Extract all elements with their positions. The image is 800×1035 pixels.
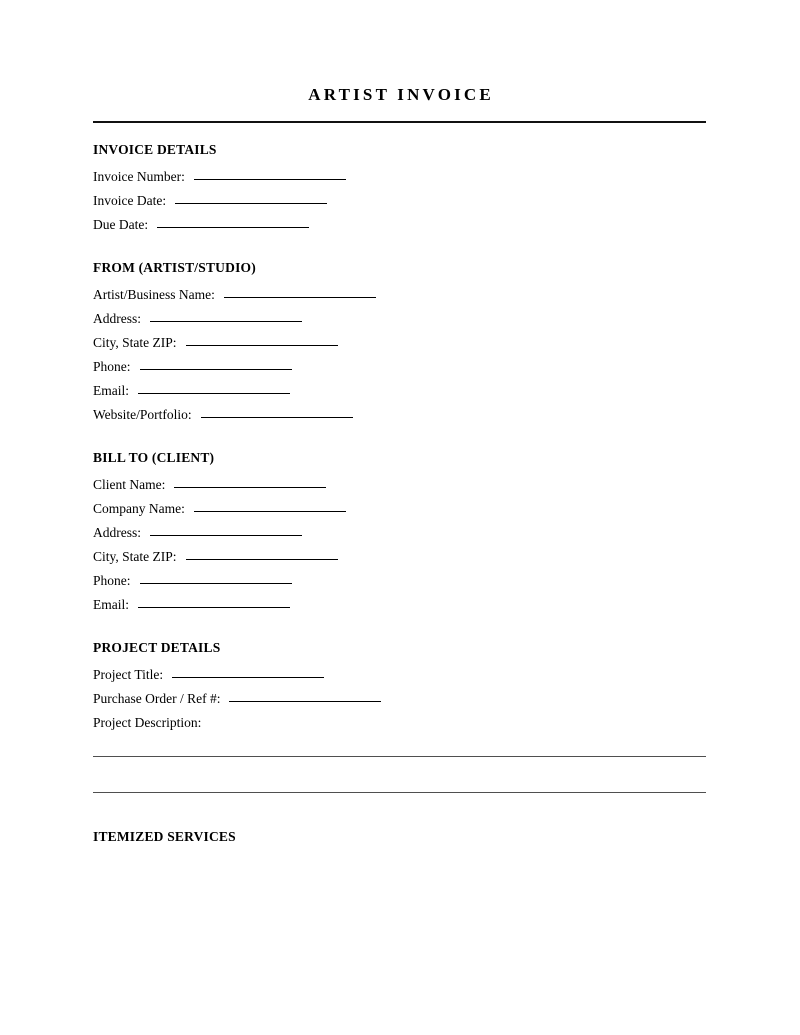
section-project-details [93, 639, 706, 793]
field-label-project-title: Project Title: [93, 667, 164, 682]
field-label-client-company-name: Company Name: [93, 501, 185, 516]
field-row-client-address[interactable] [93, 521, 706, 545]
field-row-invoice-number[interactable] [93, 165, 706, 189]
field-input-artist-business-name[interactable] [224, 297, 376, 298]
section-itemized-services [93, 828, 706, 846]
field-row-project-description [93, 711, 706, 735]
field-row-purchase-order-ref[interactable] [93, 687, 706, 711]
field-label-due-date: Due Date: [93, 217, 149, 232]
field-label-invoice-number: Invoice Number: [93, 169, 185, 184]
field-label-client-city-state-zip: City, State ZIP: [93, 549, 177, 564]
field-label-artist-city-state-zip: City, State ZIP: [93, 335, 177, 350]
field-row-client-phone[interactable] [93, 569, 706, 593]
field-label-invoice-date: Invoice Date: [93, 193, 167, 208]
field-row-artist-address[interactable] [93, 307, 706, 331]
field-input-client-name[interactable] [174, 487, 326, 488]
field-input-client-phone[interactable] [140, 583, 292, 584]
field-input-project-title[interactable] [172, 677, 324, 678]
field-label-purchase-order-ref: Purchase Order / Ref #: [93, 691, 221, 706]
project-description-lines [93, 756, 706, 793]
project-description-line-1[interactable] [93, 756, 706, 757]
field-label-client-address: Address: [93, 525, 141, 540]
field-label-client-email: Email: [93, 597, 129, 612]
section-heading-project-details: PROJECT DETAILS [93, 640, 221, 655]
section-heading-bill-to-client: BILL TO (CLIENT) [93, 450, 215, 465]
field-input-invoice-date[interactable] [175, 203, 327, 204]
field-row-client-email[interactable] [93, 593, 706, 617]
field-input-due-date[interactable] [157, 227, 309, 228]
field-label-artist-phone: Phone: [93, 359, 131, 374]
field-input-artist-city-state-zip[interactable] [186, 345, 338, 346]
field-input-artist-email[interactable] [138, 393, 290, 394]
field-row-project-title[interactable] [93, 663, 706, 687]
section-heading-from-artist-studio: FROM (ARTIST/STUDIO) [93, 260, 256, 275]
field-input-purchase-order-ref[interactable] [229, 701, 381, 702]
field-input-artist-phone[interactable] [140, 369, 292, 370]
field-label-artist-website-portfolio: Website/Portfolio: [93, 407, 192, 422]
field-input-client-email[interactable] [138, 607, 290, 608]
field-row-client-company-name[interactable] [93, 497, 706, 521]
field-row-artist-phone[interactable] [93, 355, 706, 379]
field-row-artist-website-portfolio[interactable] [93, 403, 706, 427]
title-divider [93, 121, 706, 123]
project-description-line-2[interactable] [93, 792, 706, 793]
field-row-artist-city-state-zip[interactable] [93, 331, 706, 355]
field-label-artist-business-name: Artist/Business Name: [93, 287, 215, 302]
field-input-invoice-number[interactable] [194, 179, 346, 180]
section-invoice-details [93, 141, 706, 237]
field-row-invoice-date[interactable] [93, 189, 706, 213]
page-title: ARTIST INVOICE [308, 85, 494, 104]
field-input-client-company-name[interactable] [194, 511, 346, 512]
field-input-client-city-state-zip[interactable] [186, 559, 338, 560]
field-input-client-address[interactable] [150, 535, 302, 536]
field-row-artist-business-name[interactable] [93, 283, 706, 307]
field-row-artist-email[interactable] [93, 379, 706, 403]
invoice-content [93, 0, 706, 852]
section-heading-invoice-details: INVOICE DETAILS [93, 142, 217, 157]
field-label-project-description: Project Description: [93, 715, 202, 730]
section-heading-itemized-services: ITEMIZED SERVICES [93, 829, 236, 844]
section-bill-to-client [93, 449, 706, 617]
field-label-client-phone: Phone: [93, 573, 131, 588]
field-row-client-city-state-zip[interactable] [93, 545, 706, 569]
field-label-artist-email: Email: [93, 383, 129, 398]
section-from-artist-studio [93, 259, 706, 427]
field-label-artist-address: Address: [93, 311, 141, 326]
field-row-client-name[interactable] [93, 473, 706, 497]
field-input-artist-address[interactable] [150, 321, 302, 322]
field-row-due-date[interactable] [93, 213, 706, 237]
field-label-client-name: Client Name: [93, 477, 166, 492]
field-input-artist-website-portfolio[interactable] [201, 417, 353, 418]
